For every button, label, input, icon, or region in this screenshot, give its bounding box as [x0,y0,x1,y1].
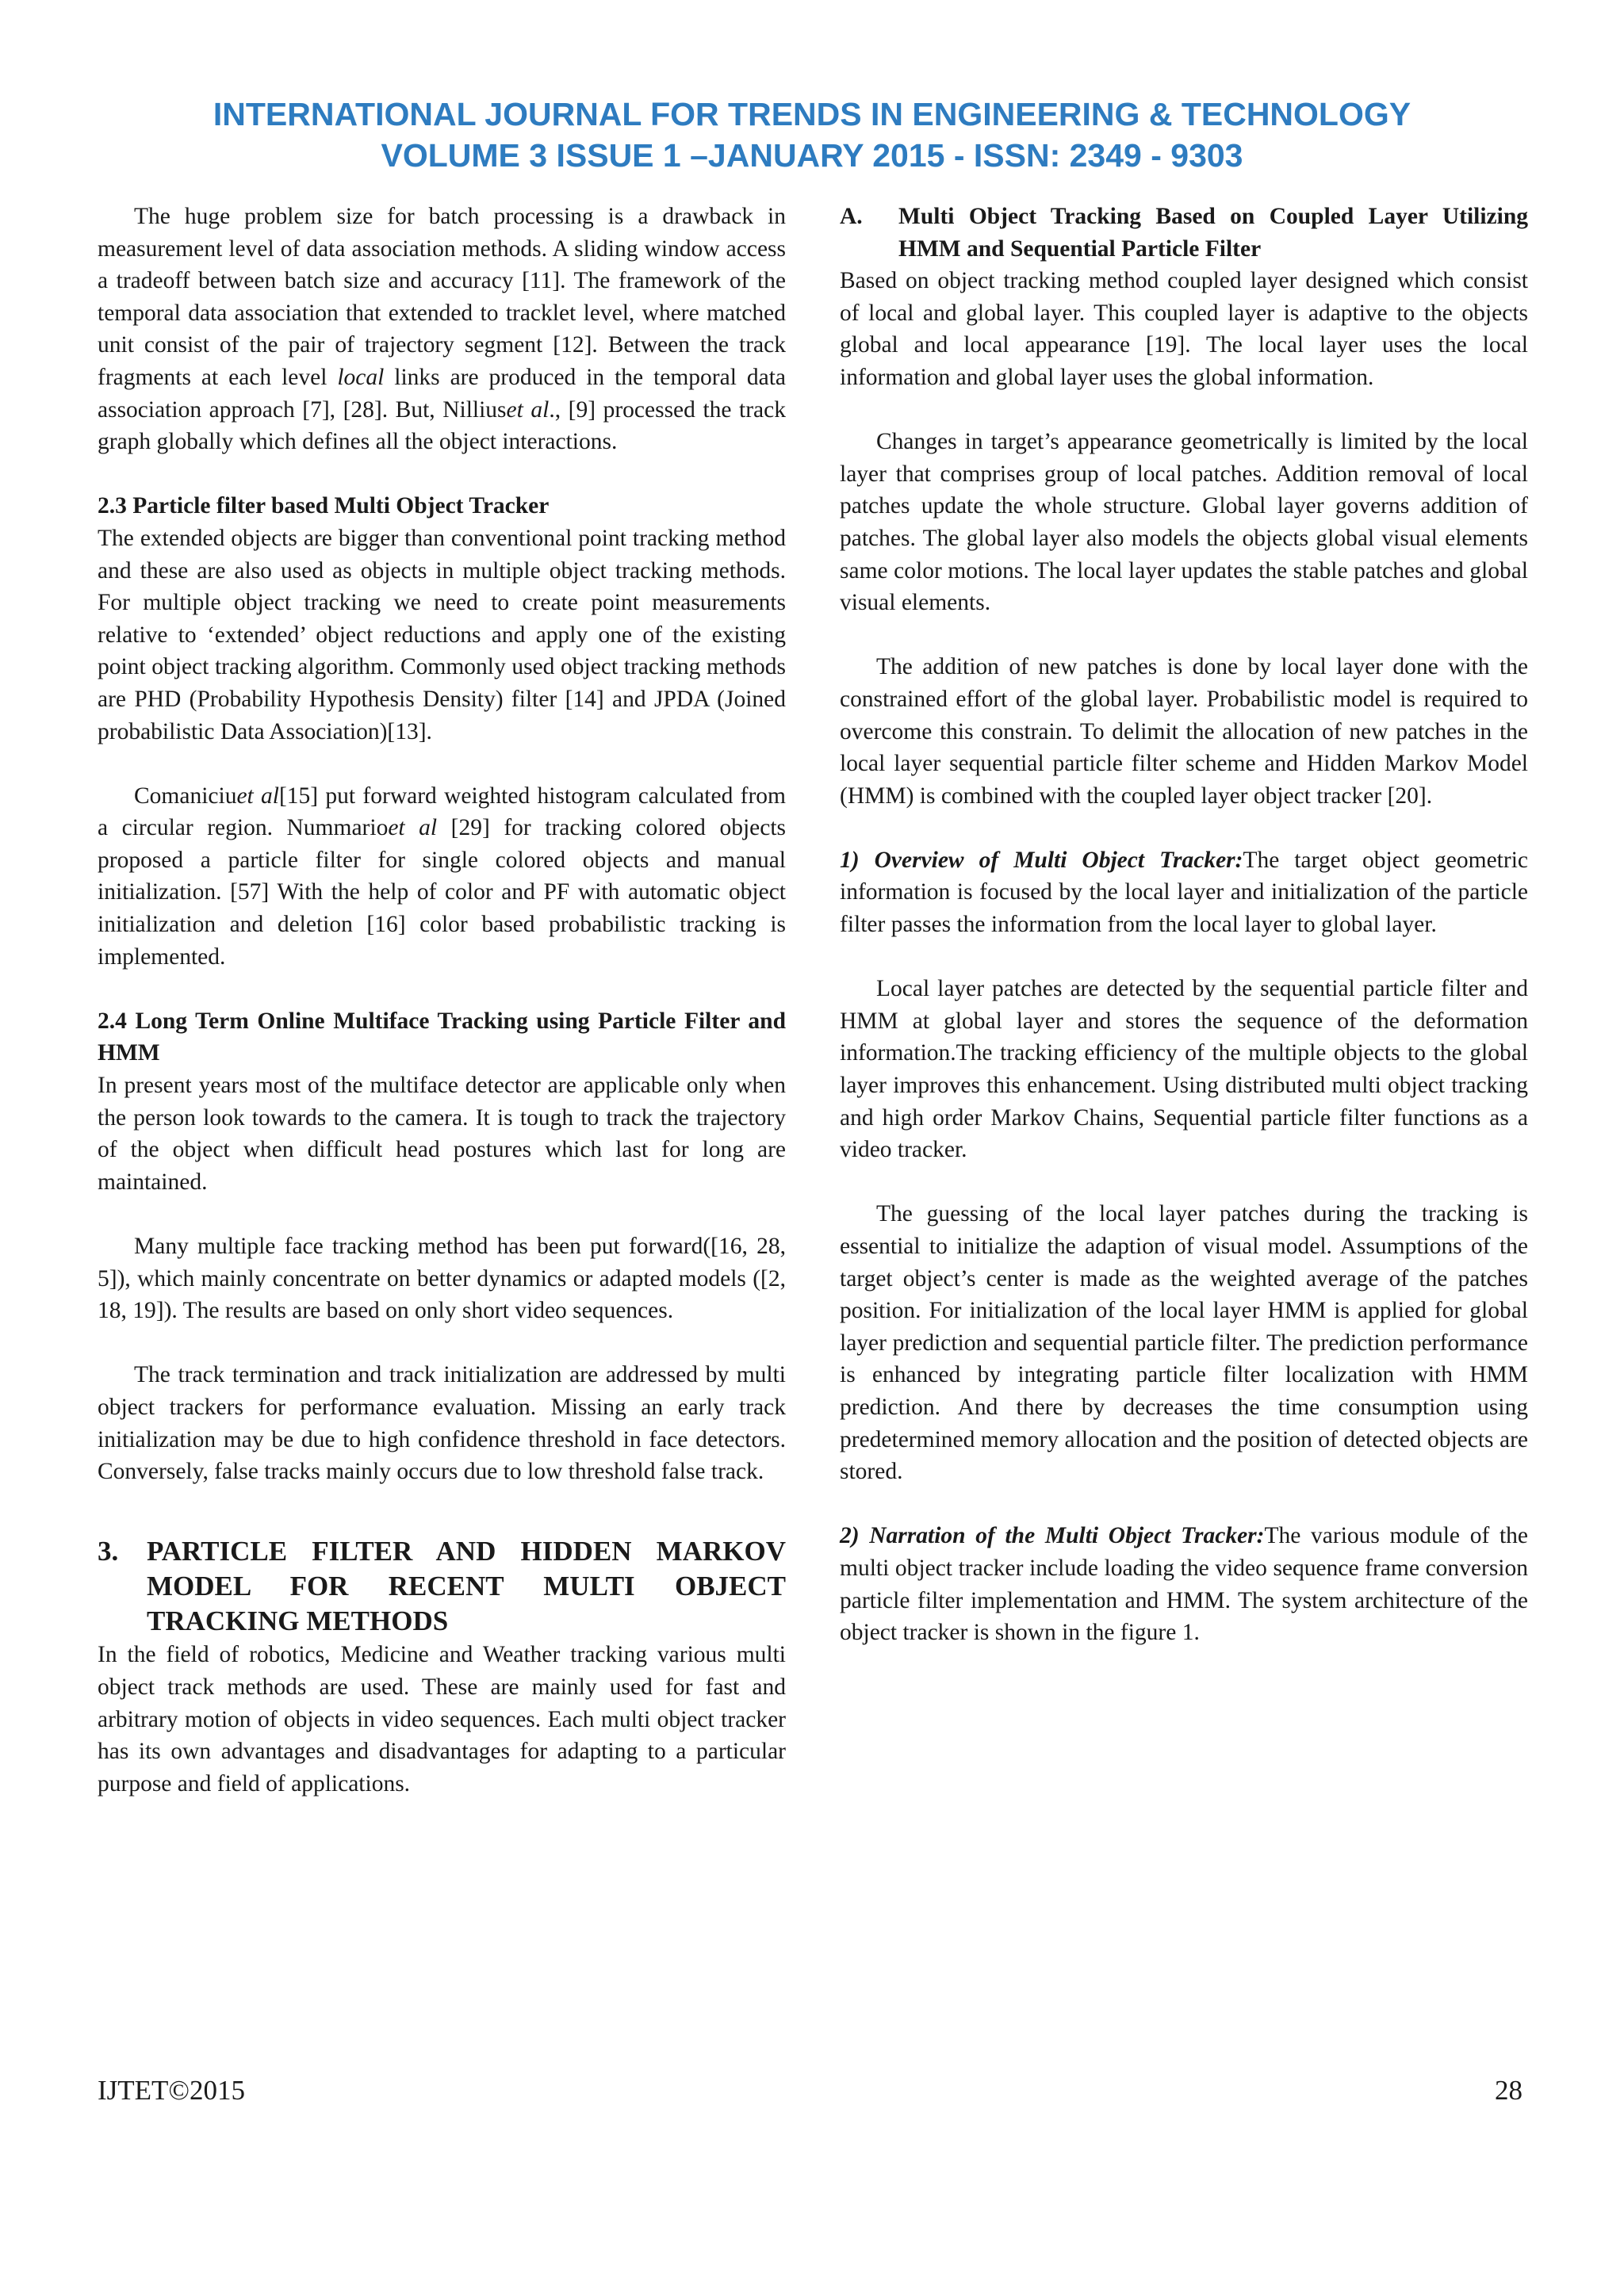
paragraph: 2) Narration of the Multi Object Tracker:The various module of the multi object tracker include loading the video sequence frame conversion particle filter implementation and HMM. The system architecture of the object tracker is shown in the figure 1. [840,1523,1528,1646]
journal-volume-issn: VOLUME 3 ISSUE 1 –JANUARY 2015 - ISSN: 2349 - 9303 [381,137,1243,174]
paragraph: Based on object tracking method coupled layer designed which consist of local and global layer. This coupled layer is adaptive to the objects global and local appearance [19]. The local layer uses the local information and global layer uses the global information. [840,268,1528,390]
paragraph: Comaniciuet al[15] put forward weighted histogram calculated from a circular region. Nummarioet al [29] for tracking colored objects proposed a particle filter for single colored objects and manual initialization. [57] With the help of color and PF with automatic object initialization and deletion [16] color based probabilistic tracking is implemented. [98,783,786,970]
left-column [98,201,786,1800]
right-column [840,201,1528,1649]
copyright: IJTET©2015 [98,2075,246,2106]
section-heading-2-3: 2.3 Particle filter based Multi Object Tracker [98,493,550,519]
paragraph: Changes in target’s appearance geometrically is limited by the local layer that comprises group of local patches. Addition removal of local patches update the whole structure. Global layer governs addition of patches. The global layer also models the objects global visual elements same color motions. The local layer updates the stable patches and global visual elements. [840,429,1528,616]
run-in-heading: 2) Narration of the Multi Object Tracker: [840,1523,1265,1549]
section-heading-3: 3. PARTICLE FILTER AND HIDDEN MARKOV MODEL FOR RECENT MULTI OBJECT TRACKING METHODS [98,1536,786,1637]
journal-title: INTERNATIONAL JOURNAL FOR TRENDS IN ENGINEERING & TECHNOLOGY [213,96,1411,132]
paragraph: Local layer patches are detected by the sequential particle filter and HMM at global layer and stores the sequence of the deformation information.The tracking efficiency of the multiple objects to the global layer improves this enhancement. Using distributed multi object tracking and high order Markov Chains, Sequential particle filter functions as a video tracker. [840,976,1528,1163]
paragraph: The addition of new patches is done by local layer done with the constrained effort of the global layer. Probabilistic model is required to overcome this constrain. To delimit the allocation of new patches in the local layer sequential particle filter scheme and Hidden Markov Model (HMM) is combined with the coupled layer object tracker [20]. [840,654,1528,809]
paragraph: The huge problem size for batch processing is a drawback in measurement level of data association methods. A sliding window access a tradeoff between batch size and accuracy [11]. The framework of the temporal data association that extended to tracklet level, where matched unit consist of the pair of trajectory segment [12]. Between the track fragments at each level local links are produced in the temporal data association approach [7], [28]. But, Nilliuset al., [9] processed the track graph globally which defines all the object interactions. [98,204,786,455]
paragraph: In the field of robotics, Medicine and Weather tracking various multi object track methods are used. These are mainly used for fast and arbitrary motion of objects in video sequences. Each multi object tracker has its own advantages and disadvantages for adapting to a particular purpose and field of applications. [98,1642,786,1797]
paragraph: Many multiple face tracking method has been put forward([16, 28, 5]), which mainly concentrate on better dynamics or adapted models ([2, 18, 19]). The results are based on only short video sequences. [98,1234,786,1324]
page-number: 28 [1495,2075,1522,2106]
run-in-heading: 1) Overview of Multi Object Tracker: [840,847,1243,873]
subsection-heading-a: A. Multi Object Tracking Based on Coupled Layer Utilizing HMM and Sequential Particle Filter [840,204,1528,262]
paragraph: In present years most of the multiface detector are applicable only when the person look towards to the camera. It is tough to track the trajectory of the object when difficult head postures which last for long are maintained. [98,1073,786,1195]
section-heading-2-4: 2.4 Long Term Online Multiface Tracking using Particle Filter and HMM [98,1008,786,1066]
paragraph: The guessing of the local layer patches during the tracking is essential to initialize the adaption of visual model. Assumptions of the target object’s center is made as the weighted average of the patches position. For initialization of the local layer HMM is applied for global layer prediction and sequential particle filter. The prediction performance is enhanced by integrating particle filter localization with HMM prediction. And there by decreases the time consumption using predetermined memory allocation and the position of detected objects are stored. [840,1201,1528,1485]
paragraph: The track termination and track initialization are addressed by multi object trackers for performance evaluation. Missing an early track initialization may be due to high confidence threshold in face detectors. Conversely, false tracks mainly occurs due to low threshold false track. [98,1362,786,1485]
paragraph: The extended objects are bigger than conventional point tracking method and these are also used as objects in multiple object tracking methods. For multiple object tracking we need to create point measurements relative to ‘extended’ object reductions and apply one of the existing point object tracking algorithm. Commonly used object tracking methods are PHD (Probability Hypothesis Density) filter [14] and JPDA (Joined probabilistic Data Association)[13]. [98,525,786,744]
paragraph: 1) Overview of Multi Object Tracker:The target object geometric information is focused by the local layer and initialization of the particle filter passes the information from the local layer to global layer. [840,847,1528,938]
journal-header [0,94,1624,176]
